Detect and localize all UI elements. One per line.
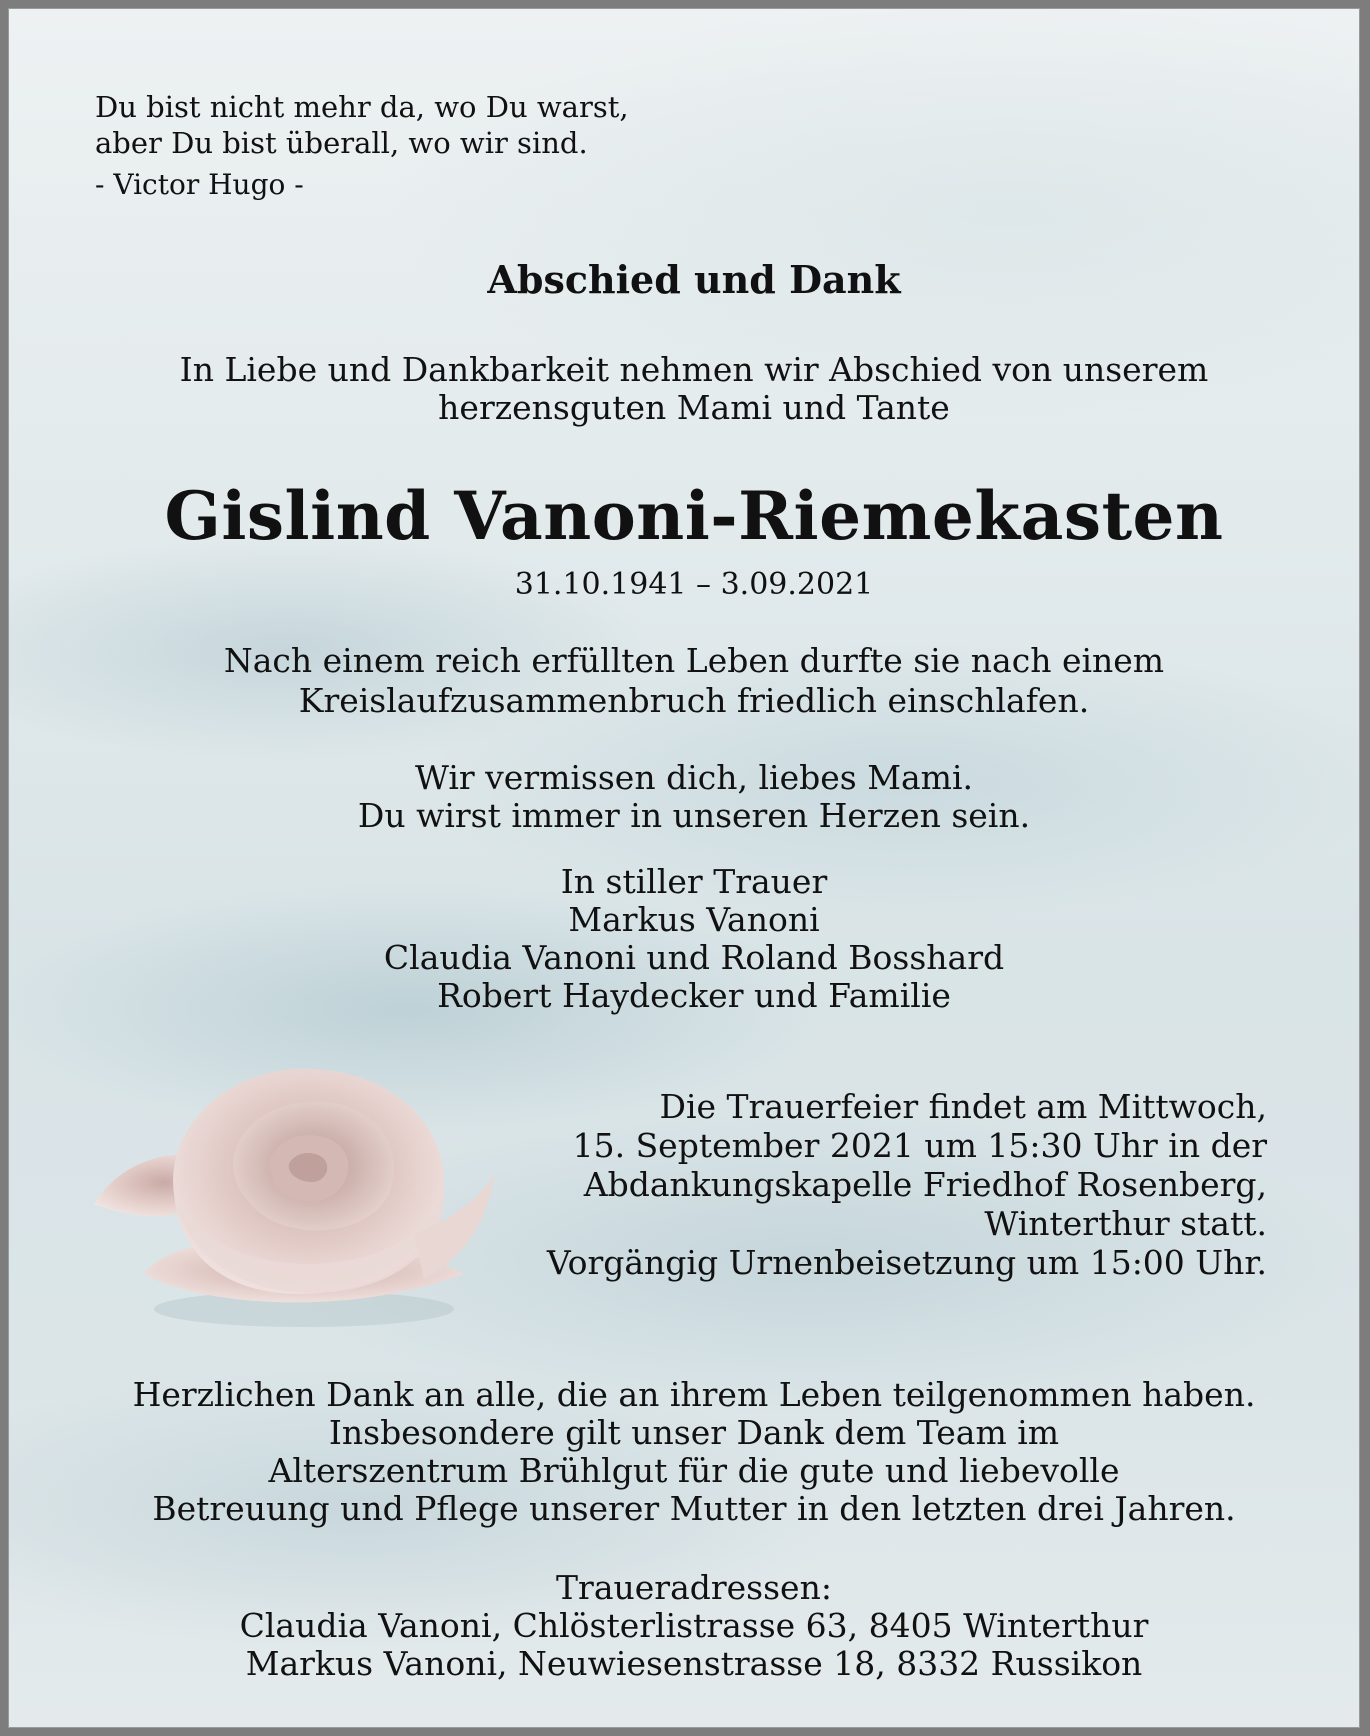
quote-author: - Victor Hugo - <box>95 168 304 201</box>
addresses-label: Traueradressen: <box>556 1568 832 1607</box>
paragraph-passing <box>9 641 1360 721</box>
paragraph-line: Nach einem reich erfüllten Leben durfte sie nach einem <box>223 641 1165 680</box>
ceremony-line: Vorgängig Urnenbeisetzung um 15:00 Uhr. <box>546 1243 1267 1282</box>
addresses-block <box>9 1569 1360 1683</box>
thanks-line: Insbesondere gilt unser Dank dem Team im <box>328 1413 1060 1452</box>
thanks-line: Alterszentrum Brühlgut für die gute und liebevolle <box>268 1451 1120 1490</box>
quote-line: Du bist nicht mehr da, wo Du warst, <box>95 90 629 124</box>
ceremony-line: Winterthur statt. <box>984 1204 1267 1243</box>
rose-illustration <box>84 1044 514 1334</box>
mourner-name: Robert Haydecker und Familie <box>437 976 951 1015</box>
paragraph-line: Wir vermissen dich, liebes Mami. <box>414 758 973 797</box>
ceremony-line: Abdankungskapelle Friedhof Rosenberg, <box>583 1165 1267 1204</box>
quote-line: aber Du bist überall, wo wir sind. <box>95 126 588 160</box>
quote-block <box>95 89 629 203</box>
intro-line: In Liebe und Dankbarkeit nehmen wir Abschied von unserem <box>179 350 1209 389</box>
address-entry: Claudia Vanoni, Chlösterlistrasse 63, 8405 Winterthur <box>239 1606 1149 1645</box>
thanks-line: Herzlichen Dank an alle, die an ihrem Leben teilgenommen haben. <box>132 1375 1256 1414</box>
deceased-name: Gislind Vanoni-Riemekasten <box>164 477 1224 555</box>
paragraph-missing <box>9 759 1360 835</box>
ceremony-info <box>547 1087 1267 1282</box>
mourners-intro: In stiller Trauer <box>560 862 828 901</box>
paragraph-line: Kreislaufzusammenbruch friedlich einschlafen. <box>298 681 1090 720</box>
heading: Abschied und Dank <box>487 257 901 302</box>
address-entry: Markus Vanoni, Neuwiesenstrasse 18, 8332 Russikon <box>245 1644 1143 1683</box>
ceremony-line: Die Trauerfeier findet am Mittwoch, <box>659 1087 1267 1126</box>
thanks-block <box>9 1376 1360 1528</box>
mourner-name: Markus Vanoni <box>568 900 820 939</box>
intro-text <box>9 351 1360 427</box>
mourner-name: Claudia Vanoni und Roland Bosshard <box>383 938 1005 977</box>
life-dates: 31.10.1941 – 3.09.2021 <box>514 567 874 602</box>
thanks-line: Betreuung und Pflege unserer Mutter in den letzten drei Jahren. <box>152 1489 1236 1528</box>
mourners-block <box>9 863 1360 1015</box>
paragraph-line: Du wirst immer in unseren Herzen sein. <box>357 796 1031 835</box>
obituary-card <box>8 8 1360 1728</box>
intro-line: herzensguten Mami und Tante <box>438 388 950 427</box>
ceremony-line: 15. September 2021 um 15:30 Uhr in der <box>572 1126 1267 1165</box>
